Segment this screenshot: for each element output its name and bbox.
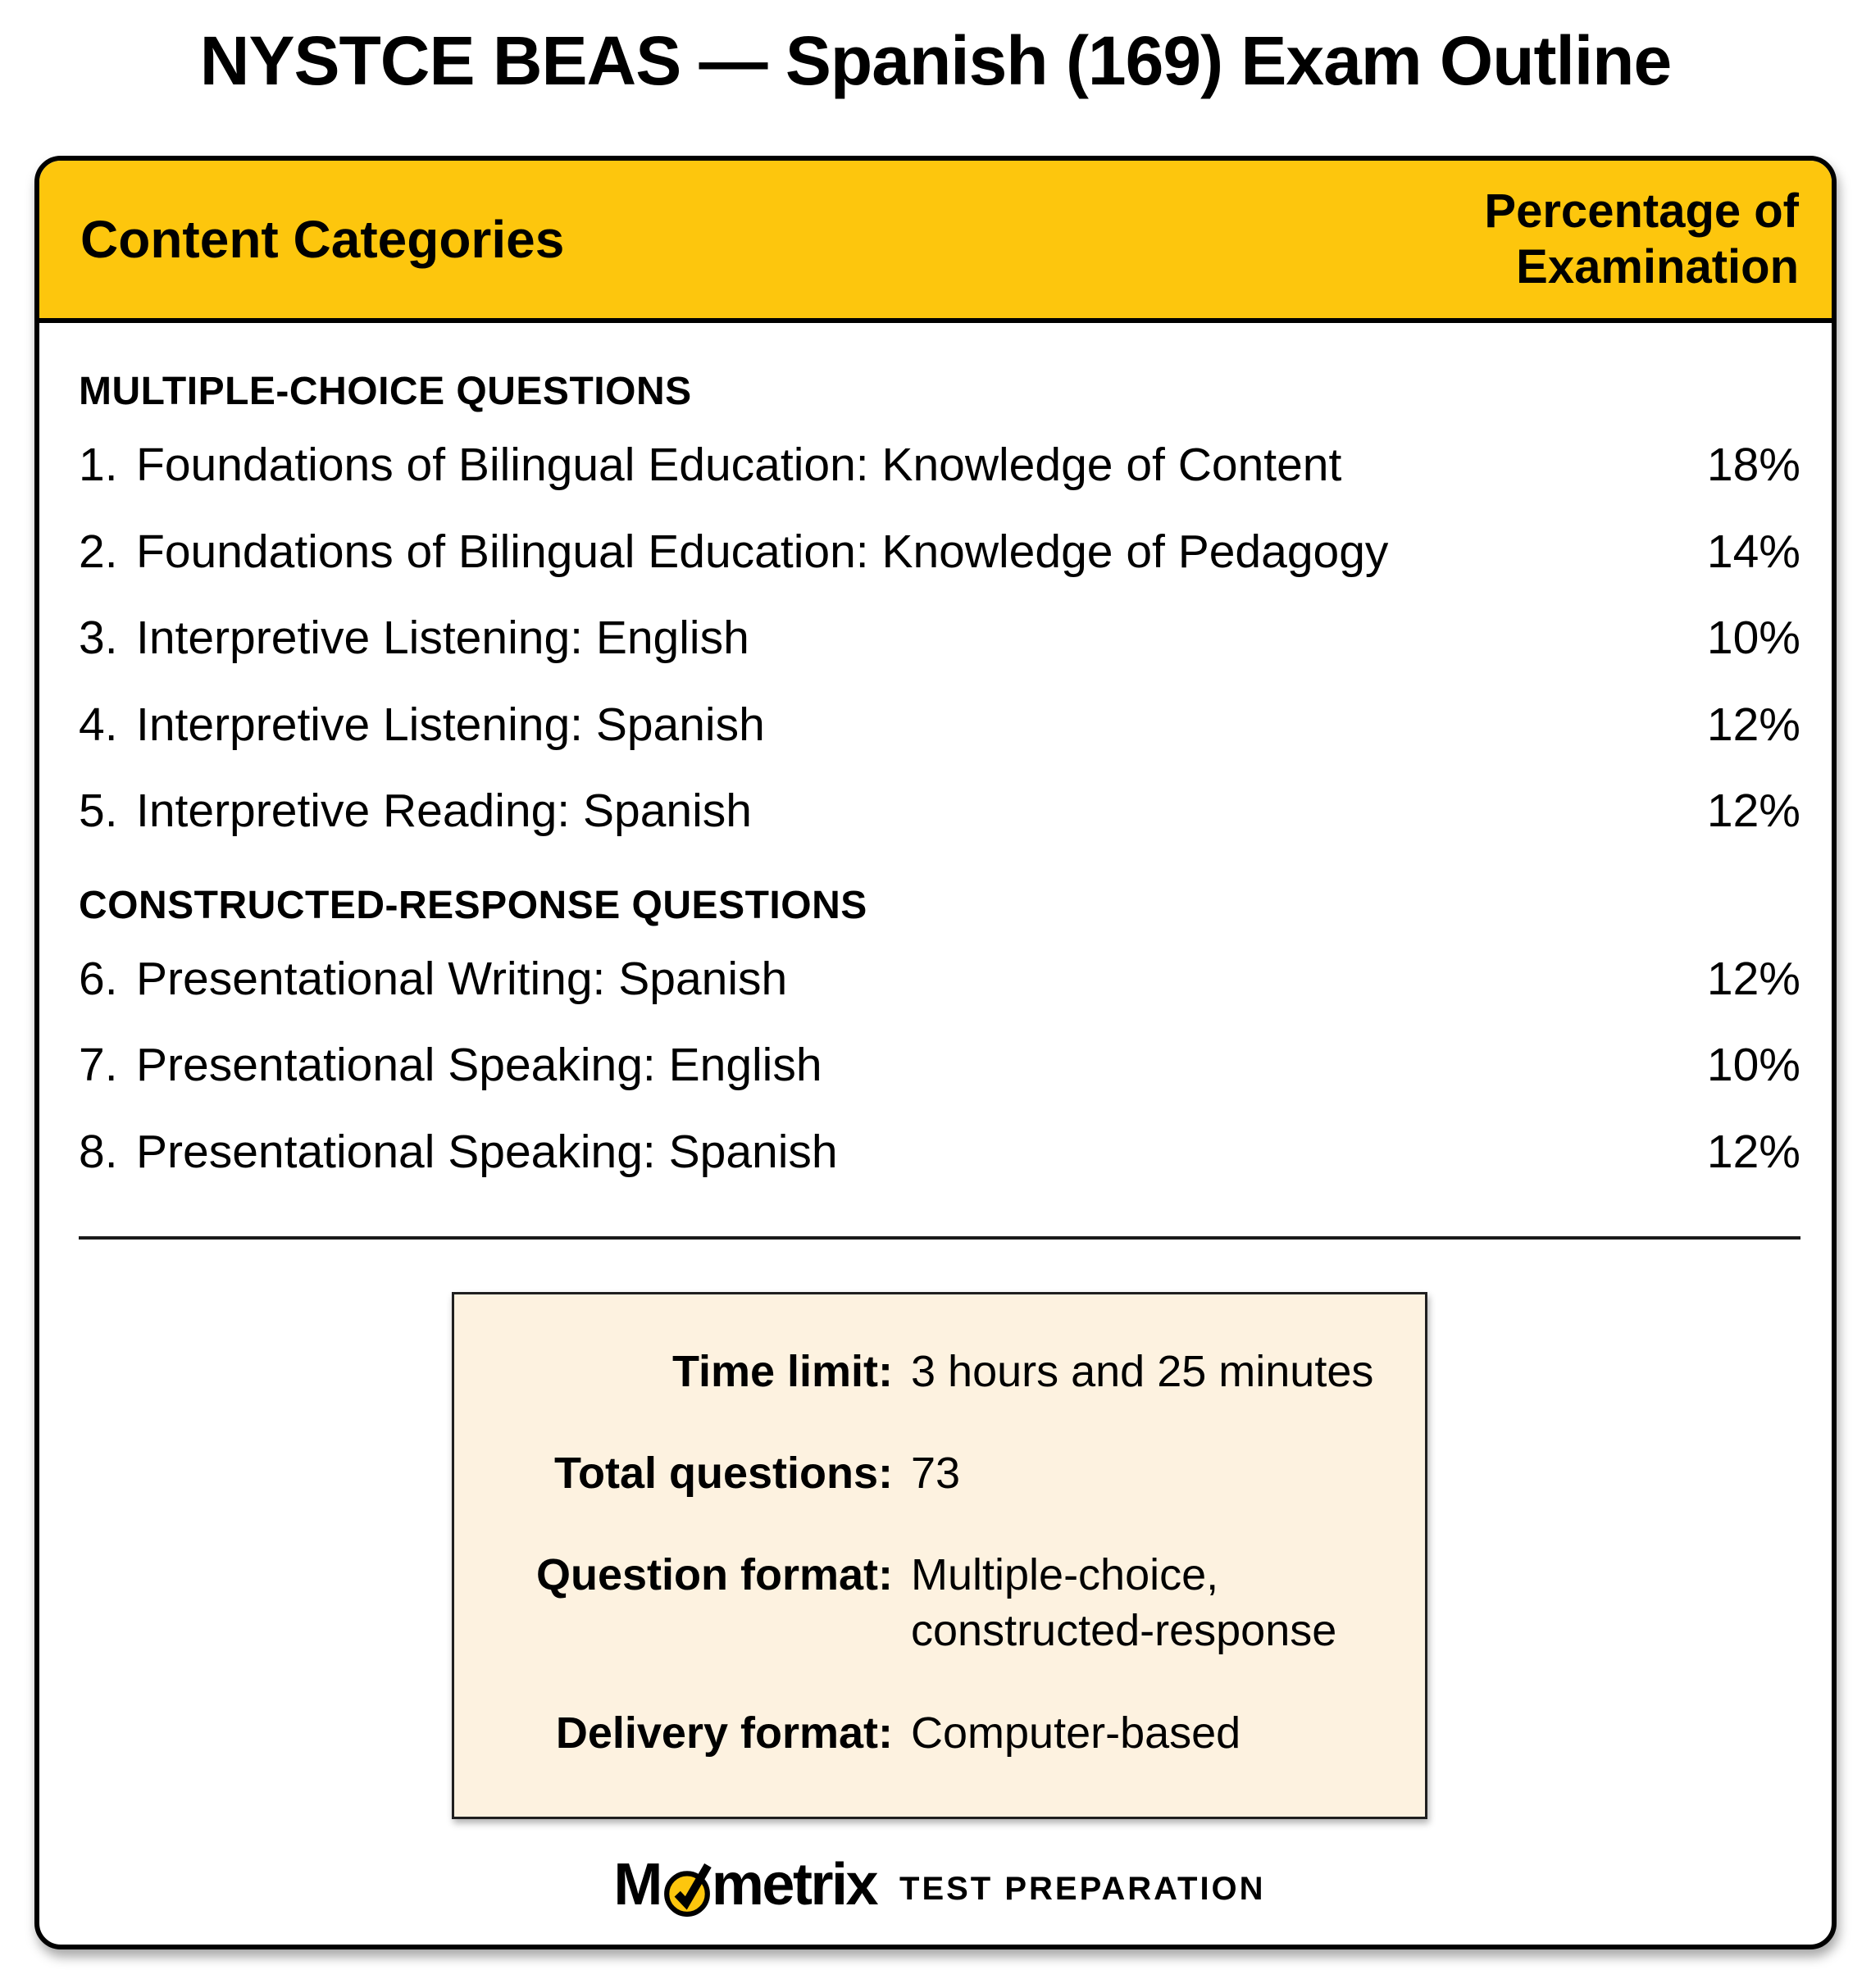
table-row: [79, 768, 1800, 855]
row-number: 8.: [79, 1125, 118, 1178]
info-value-question-format-line2: constructed-response: [911, 1606, 1337, 1656]
row-percentage: 12%: [1706, 698, 1800, 751]
info-value-total-questions: 73: [911, 1449, 961, 1499]
row-percentage: 12%: [1706, 785, 1800, 838]
table-row: [79, 1022, 1800, 1109]
info-label-total-questions: Total questions:: [554, 1449, 893, 1499]
row-percentage: 10%: [1706, 1039, 1800, 1092]
row-number: 6.: [79, 952, 118, 1005]
info-value-time-limit: 3 hours and 25 minutes: [911, 1347, 1374, 1397]
row-percentage: 10%: [1706, 612, 1800, 665]
header-percentage-of-examination: [1484, 184, 1799, 295]
check-circle-icon: [662, 1860, 712, 1917]
table-row: [79, 1109, 1800, 1196]
table-header: [39, 161, 1832, 323]
table-row: [79, 509, 1800, 596]
row-label: Foundations of Bilingual Education: Knowledge of Pedagogy: [136, 525, 1389, 578]
exam-outline-table: [34, 156, 1837, 1949]
table-body: [39, 323, 1832, 1917]
table-row: [79, 682, 1800, 769]
row-number: 5.: [79, 785, 118, 838]
logo-text-metrix: metrix: [711, 1851, 877, 1917]
row-label: Presentational Speaking: English: [136, 1039, 822, 1092]
logo-tagline: TEST PREPARATION: [899, 1871, 1266, 1908]
row-percentage: 14%: [1706, 525, 1800, 578]
table-row: [79, 595, 1800, 682]
info-value-question-format: [911, 1547, 1388, 1658]
mometrix-logo: [79, 1852, 1800, 1917]
row-label: Interpretive Reading: Spanish: [136, 785, 752, 838]
row-percentage: 12%: [1706, 1125, 1800, 1178]
logo-text-m: M: [613, 1851, 661, 1917]
row-label: Presentational Speaking: Spanish: [136, 1125, 838, 1178]
row-label: Presentational Writing: Spanish: [136, 952, 788, 1005]
info-label-question-format: Question format:: [535, 1550, 893, 1600]
header-content-categories: Content Categories: [80, 210, 565, 269]
info-value-question-format-line1: Multiple-choice,: [911, 1550, 1219, 1600]
header-percentage-line2: Examination: [1516, 240, 1799, 293]
row-label: Interpretive Listening: Spanish: [136, 698, 765, 751]
page-title: NYSTCE BEAS — Spanish (169) Exam Outline: [199, 22, 1672, 99]
section-heading: CONSTRUCTED-RESPONSE QUESTIONS: [79, 883, 867, 927]
table-row: [79, 422, 1800, 509]
section-heading: MULTIPLE-CHOICE QUESTIONS: [79, 370, 692, 413]
row-percentage: 18%: [1706, 439, 1800, 491]
info-label-time-limit: Time limit:: [671, 1347, 893, 1397]
table-row: [79, 936, 1800, 1023]
row-number: 3.: [79, 612, 118, 665]
info-value-delivery-format: Computer-based: [911, 1708, 1241, 1758]
row-number: 2.: [79, 525, 118, 578]
section-multiple-choice: [79, 369, 1800, 855]
row-label: Interpretive Listening: English: [136, 612, 749, 665]
row-number: 1.: [79, 439, 118, 491]
section-constructed-response: [79, 883, 1800, 1196]
row-label: Foundations of Bilingual Education: Knowledge of Content: [136, 439, 1342, 491]
exam-facts-box: [452, 1292, 1427, 1818]
divider-line: [79, 1236, 1800, 1240]
row-number: 4.: [79, 698, 118, 751]
row-percentage: 12%: [1706, 952, 1800, 1005]
info-label-delivery-format: Delivery format:: [555, 1708, 893, 1758]
header-percentage-line1: Percentage of: [1484, 184, 1799, 239]
row-number: 7.: [79, 1039, 118, 1092]
